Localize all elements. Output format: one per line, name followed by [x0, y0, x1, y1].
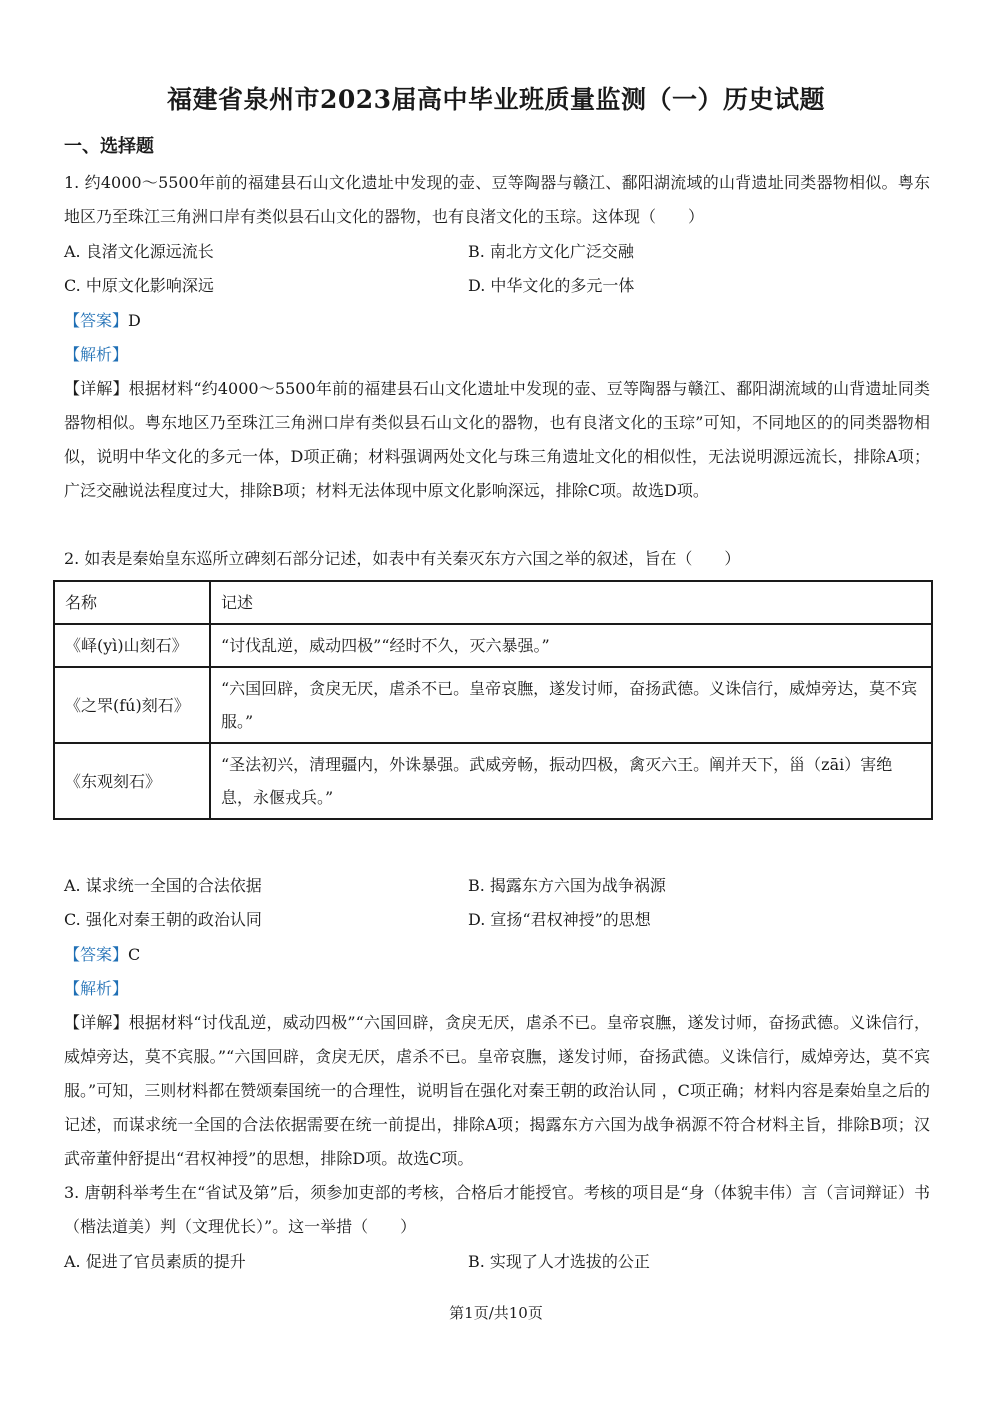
analysis-label: 【解析】 — [64, 345, 129, 364]
q2-option-d: D. 宣扬“君权神授”的思想 — [468, 910, 651, 929]
detail-label: 【详解】 — [64, 1013, 129, 1032]
q1-stem: 1. 约4000～5500年前的福建县石山文化遗址中发现的壶、豆等陶器与赣江、鄱阳湖流域的山背遗址同类器物相似。粤东地区乃至珠江三角洲口岸有类似县石山文化的器物，也有良渚文化的玉琮。这体现（ ） — [64, 173, 930, 226]
q1-answer — [64, 309, 141, 333]
stele-name: 《之罘(fú)刻石》 — [54, 667, 210, 743]
stele-name: 《峄(yì)山刻石》 — [54, 624, 210, 667]
stele-name: 《东观刻石》 — [54, 743, 210, 819]
q2-option-b: B. 揭露东方六国为战争祸源 — [468, 876, 666, 895]
q2-detail — [64, 1006, 930, 1176]
table-row — [54, 667, 932, 743]
stele-record: “六国回辟，贪戾无厌，虐杀不已。皇帝哀膴，遂发讨师，奋扬武德。义诛信行，威焯旁达，莫不宾服。” — [210, 667, 932, 743]
section-heading: 一、选择题 — [64, 136, 154, 157]
stele-table — [53, 580, 933, 820]
q2-analysis — [64, 977, 128, 1001]
q2-option-a: A. 谋求统一全国的合法依据 — [64, 876, 262, 895]
answer-value: D — [128, 311, 141, 330]
table-header-row — [54, 581, 932, 624]
q1-option-d: D. 中华文化的多元一体 — [468, 276, 635, 295]
detail-label: 【详解】 — [64, 379, 129, 398]
detail-text: 根据材料“讨伐乱逆，威动四极”“六国回辟，贪戾无厌，虐杀不已。皇帝哀膴，遂发讨师，奋扬武德。义诛信行，威焯旁达，莫不宾服。”“六国回辟，贪戾无厌，虐杀不已。皇帝哀膴，遂发讨师，奋扬武德。义诛信行，威焯旁达，莫不宾服。”可知，三则材料都在赞颂秦国统一的合理性，说明旨在强化对秦王朝的政治认同 ，C项正确；材料内容是秦始皇之后的记述，而谋求统一全国的合法依据需要在统一前提出，排除A项；揭露东方六国为战争祸源不符合材料主旨，排除B项；汉武帝董仲舒提出“君权神授”的思想，排除D项。故选C项。 — [64, 1013, 930, 1168]
q1-option-a: A. 良渚文化源远流长 — [64, 242, 214, 261]
header-record: 记述 — [210, 581, 932, 624]
page-title: 福建省泉州市2023届高中毕业班质量监测（一）历史试题 — [166, 85, 826, 114]
answer-label: 【答案】 — [64, 311, 129, 330]
table-row — [54, 743, 932, 819]
page-footer: 第1页/共10页 — [449, 1304, 543, 1322]
stele-record: “圣法初兴，清理疆内，外诛暴强。武威旁畅，振动四极，禽灭六王。阐并天下，甾（zāi）害绝息，永偃戎兵。” — [210, 743, 932, 819]
q1-analysis — [64, 343, 128, 367]
q1-detail — [64, 372, 930, 508]
q2-answer — [64, 943, 140, 967]
table-row — [54, 624, 932, 667]
detail-text: 根据材料“约4000～5500年前的福建县石山文化遗址中发现的壶、豆等陶器与赣江、鄱阳湖流域的山背遗址同类器物相似。粤东地区乃至珠江三角洲口岸有类似县石山文化的器物，也有良渚文化的玉琮”可知，不同地区的的同类器物相似，说明中华文化的多元一体，D项正确；材料强调两处文化与珠三角遗址文化的相似性，无法说明源远流长，排除A项；广泛交融说法程度过大，排除B项；材料无法体现中原文化影响深远，排除C项。故选D项。 — [64, 379, 930, 500]
q2-option-c: C. 强化对秦王朝的政治认同 — [64, 910, 262, 929]
analysis-label: 【解析】 — [64, 979, 129, 998]
q1-option-b: B. 南北方文化广泛交融 — [468, 242, 634, 261]
q3-option-b: B. 实现了人才选拔的公正 — [468, 1252, 650, 1271]
q3-option-a: A. 促进了官员素质的提升 — [64, 1252, 246, 1271]
stele-record: “讨伐乱逆，威动四极”“经时不久，灭六暴强。” — [210, 624, 932, 667]
answer-label: 【答案】 — [64, 945, 129, 964]
q1-option-c: C. 中原文化影响深远 — [64, 276, 214, 295]
answer-value: C — [128, 945, 141, 964]
header-name: 名称 — [54, 581, 210, 624]
q2-stem: 2. 如表是秦始皇东巡所立碑刻石部分记述，如表中有关秦灭东方六国之举的叙述，旨在（ ） — [64, 549, 741, 568]
q3-stem: 3. 唐朝科举考生在“省试及第”后，须参加吏部的考核，合格后才能授官。考核的项目是“身（体貌丰伟）言（言词辩证）书（楷法道美）判（文理优长）”。这一举措（ ） — [64, 1183, 930, 1236]
